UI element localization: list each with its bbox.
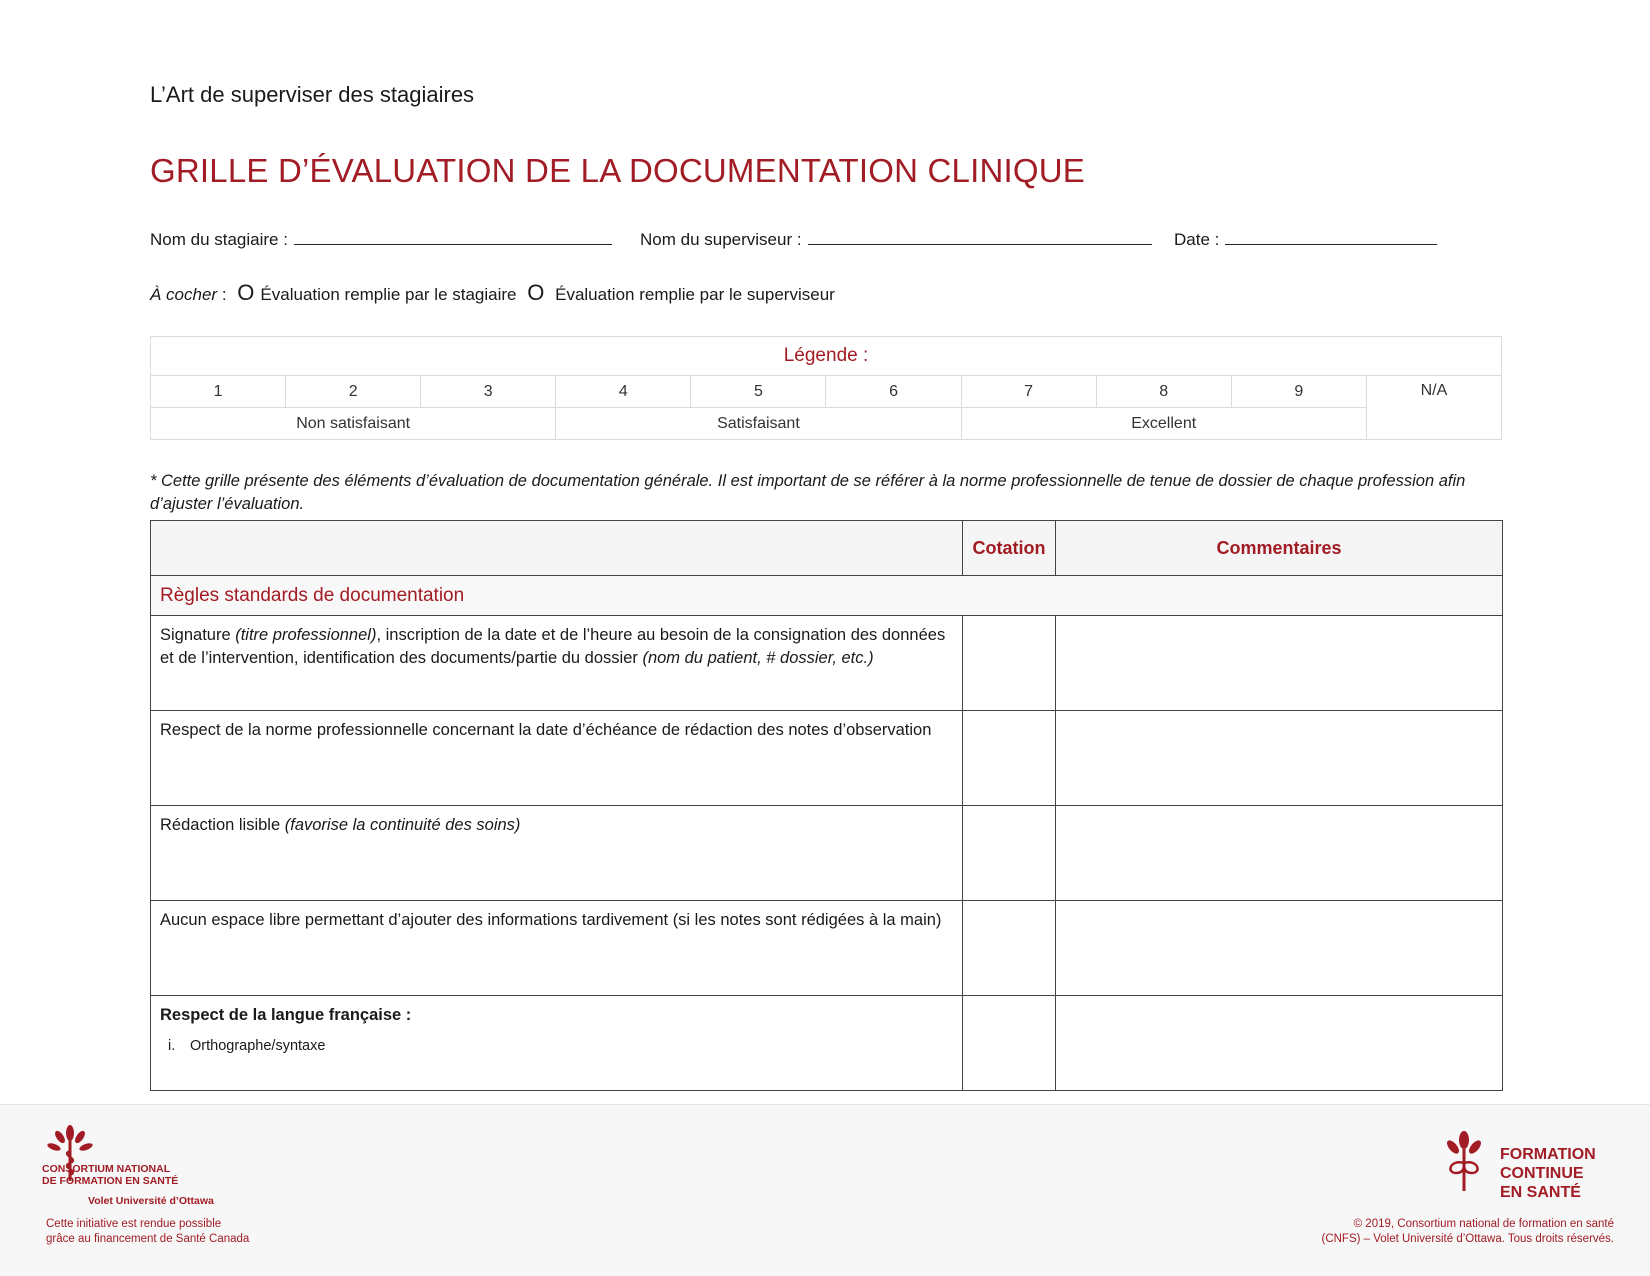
- cnfs-name: CONSORTIUM NATIONAL DE FORMATION EN SANTÉ: [42, 1163, 179, 1187]
- document-title: GRILLE D’ÉVALUATION DE LA DOCUMENTATION CLINIQUE: [150, 152, 1085, 189]
- legend-score: 5: [691, 376, 826, 408]
- criterion-deadline: Respect de la norme professionnelle concernant la date d’échéance de rédaction des notes d’observation: [151, 711, 963, 806]
- trainee-option-label: Évaluation remplie par le stagiaire: [260, 285, 517, 304]
- trainee-name-label: Nom du stagiaire :: [150, 230, 288, 249]
- french-language-sublist: i. Orthographe/syntaxe: [168, 1038, 326, 1054]
- date-line[interactable]: [1225, 226, 1437, 245]
- footer: [0, 1104, 1650, 1276]
- supervisor-name-label: Nom du superviseur :: [640, 230, 802, 249]
- table-row: [151, 806, 1503, 901]
- date-label: Date :: [1174, 230, 1220, 249]
- criterion-legibility: Rédaction lisible (favorise la continuité des soins): [151, 806, 963, 901]
- supervisor-option-label: Évaluation remplie par le superviseur: [555, 285, 835, 304]
- comments-cell[interactable]: [1056, 996, 1503, 1091]
- legend-category: Satisfaisant: [556, 408, 961, 440]
- legend-score: 6: [826, 376, 961, 408]
- section-title: Règles standards de documentation: [151, 576, 1503, 616]
- rating-cell[interactable]: [963, 806, 1056, 901]
- comments-cell[interactable]: [1056, 711, 1503, 806]
- legend-score: 9: [1231, 376, 1366, 408]
- table-header-row: [151, 521, 1503, 576]
- table-row: [151, 996, 1503, 1091]
- section-row: [151, 576, 1503, 616]
- criteria-header: [151, 521, 963, 576]
- evaluation-note: * Cette grille présente des éléments d’évaluation de documentation générale. Il est important de se référer à la norme professionnelle de tenue de dossier de chaque profession afin d’ajuster l’évaluation.: [150, 472, 1466, 513]
- trainee-name-line[interactable]: [294, 226, 612, 245]
- rating-cell[interactable]: [963, 711, 1056, 806]
- fcs-name: FORMATION CONTINUE EN SANTÉ: [1500, 1146, 1596, 1201]
- cnfs-volet: Volet Université d’Ottawa: [88, 1195, 214, 1207]
- legend-title: Légende :: [151, 337, 1502, 376]
- criterion-french-language: [151, 996, 963, 1091]
- supervisor-name-field[interactable]: [640, 226, 1152, 250]
- legend-score: 7: [961, 376, 1096, 408]
- rating-header: Cotation: [963, 521, 1056, 576]
- rating-cell[interactable]: [963, 901, 1056, 996]
- copyright-notice: © 2019, Consortium national de formation en santé (CNFS) – Volet Université d’Ottawa. Tous droits réservés.: [1321, 1218, 1614, 1245]
- legend-score: 8: [1096, 376, 1231, 408]
- trainee-name-field[interactable]: [150, 226, 612, 250]
- legend-category: Non satisfaisant: [151, 408, 556, 440]
- fcs-logo: [1442, 1131, 1486, 1198]
- fcs-leaf-icon: [1442, 1131, 1486, 1193]
- table-row: [151, 901, 1503, 996]
- check-prefix: À cocher: [150, 285, 218, 304]
- supervisor-name-line[interactable]: [808, 226, 1152, 245]
- criterion-no-blank-space: Aucun espace libre permettant d’ajouter des informations tardivement (si les notes sont rédigées à la main): [151, 901, 963, 996]
- table-row: [151, 711, 1503, 806]
- criterion-signature: Signature (titre professionnel), inscription de la date et de l’heure au besoin de la consignation des données et de l’intervention, identification des documents/partie du dossier (nom du patient, # dossier, etc.): [151, 616, 963, 711]
- legend-table: [150, 336, 1502, 440]
- course-title: L’Art de superviser des stagiaires: [150, 82, 475, 107]
- trainee-option-circle[interactable]: O: [237, 280, 255, 305]
- table-row: [151, 616, 1503, 711]
- legend-score: 3: [421, 376, 556, 408]
- funding-notice: Cette initiative est rendue possible grâce au financement de Santé Canada: [46, 1218, 250, 1245]
- evaluation-table: [150, 520, 1503, 1091]
- french-language-title: Respect de la langue française :: [160, 1006, 412, 1024]
- comments-cell[interactable]: [1056, 616, 1503, 711]
- comments-cell[interactable]: [1056, 901, 1503, 996]
- legend-category: Excellent: [961, 408, 1366, 440]
- supervisor-option-circle[interactable]: O: [527, 280, 545, 305]
- comments-cell[interactable]: [1056, 806, 1503, 901]
- identification-fields: [150, 226, 1502, 252]
- comments-header: Commentaires: [1056, 521, 1503, 576]
- legend-na: N/A: [1366, 376, 1501, 440]
- date-field[interactable]: [1174, 226, 1437, 250]
- legend-score: 1: [151, 376, 286, 408]
- legend-score: 4: [556, 376, 691, 408]
- completed-by-row: [150, 280, 835, 306]
- rating-cell[interactable]: [963, 616, 1056, 711]
- check-colon: :: [221, 285, 227, 304]
- legend-score: 2: [286, 376, 421, 408]
- rating-cell[interactable]: [963, 996, 1056, 1091]
